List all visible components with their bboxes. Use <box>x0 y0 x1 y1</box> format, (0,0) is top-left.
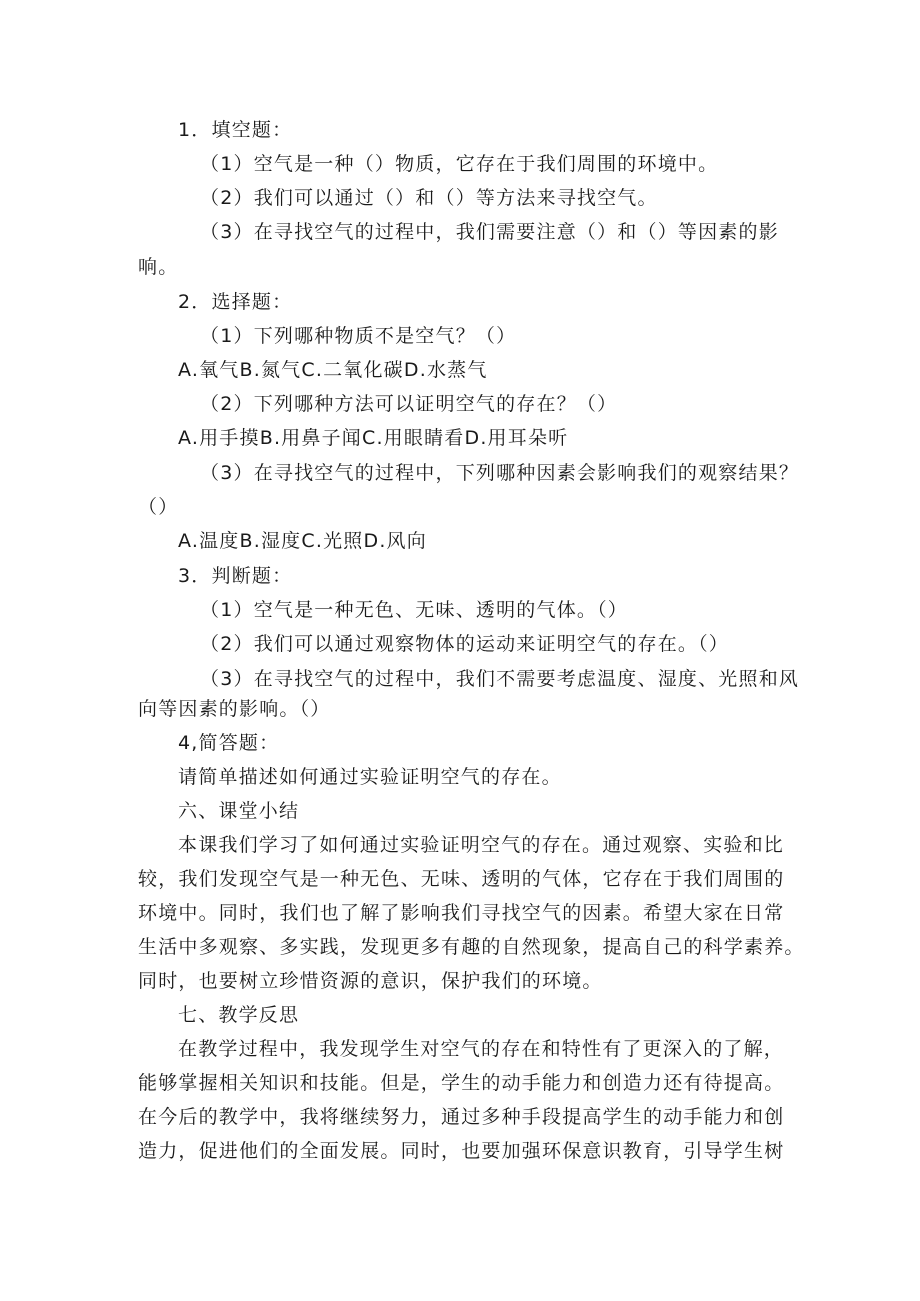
fill-blank-question-1: （1）空气是一种（）物质，它存在于我们周围的环境中。 <box>200 153 719 175</box>
short-answer-heading: 4,简答题： <box>178 732 280 754</box>
fill-blank-question-3-line-1: （3）在寻找空气的过程中，我们需要注意（）和（）等因素的影 <box>200 221 779 243</box>
judge-question-1: （1）空气是一种无色、无味、透明的气体。（） <box>200 599 628 621</box>
judge-question-2: （2）我们可以通过观察物体的运动来证明空气的存在。（） <box>200 633 729 655</box>
summary-paragraph-line-4: 生活中多观察、多实践，发现更多有趣的自然现象，提高自己的科学素养。 <box>138 936 805 958</box>
summary-paragraph-line-5: 同时，也要树立珍惜资源的意识，保护我们的环境。 <box>138 970 603 992</box>
choice-question-2: （2）下列哪种方法可以证明空气的存在？（） <box>200 393 618 415</box>
reflection-heading: 七、教学反思 <box>178 1004 300 1026</box>
fill-blank-heading: 1．填空题： <box>178 119 293 141</box>
choice-question-3-options: A.温度B.湿度C.光照D.风向 <box>178 530 427 552</box>
choice-question-1: （1）下列哪种物质不是空气？（） <box>200 325 517 347</box>
judge-heading: 3．判断题： <box>178 565 293 587</box>
summary-paragraph-line-2: 较，我们发现空气是一种无色、无味、透明的气体，它存在于我们周围的 <box>138 868 785 890</box>
reflection-paragraph-line-1: 在教学过程中，我发现学生对空气的存在和特性有了更深入的了解， <box>178 1038 785 1060</box>
summary-heading: 六、课堂小结 <box>178 800 300 822</box>
short-answer-question-1: 请简单描述如何通过实验证明空气的存在。 <box>178 766 562 788</box>
summary-paragraph-line-3: 环境中。同时，我们也了解了影响我们寻找空气的因素。希望大家在日常 <box>138 902 785 924</box>
judge-question-3-line-2: 向等因素的影响。（） <box>138 698 331 720</box>
reflection-paragraph-line-4: 造力，促进他们的全面发展。同时，也要加强环保意识教育，引导学生树 <box>138 1140 785 1162</box>
choice-question-2-options: A.用手摸B.用鼻子闻C.用眼睛看D.用耳朵听 <box>178 427 569 449</box>
choice-question-3-line-1: （3）在寻找空气的过程中，下列哪种因素会影响我们的观察结果？ <box>200 462 800 484</box>
choice-question-3-line-2: （） <box>138 496 179 518</box>
fill-blank-question-3-line-2: 响。 <box>138 256 179 278</box>
reflection-paragraph-line-3: 在今后的教学中，我将继续努力，通过多种手段提高学生的动手能力和创 <box>138 1106 785 1128</box>
choice-question-1-options: A.氧气B.氮气C.二氧化碳D.水蒸气 <box>178 359 488 381</box>
choice-heading: 2．选择题： <box>178 291 293 313</box>
judge-question-3-line-1: （3）在寻找空气的过程中，我们不需要考虑温度、湿度、光照和风 <box>200 668 800 690</box>
reflection-paragraph-line-2: 能够掌握相关知识和技能。但是，学生的动手能力和创造力还有待提高。 <box>138 1072 785 1094</box>
summary-paragraph-line-1: 本课我们学习了如何通过实验证明空气的存在。通过观察、实验和比 <box>178 834 785 856</box>
fill-blank-question-2: （2）我们可以通过（）和（）等方法来寻找空气。 <box>200 187 658 209</box>
